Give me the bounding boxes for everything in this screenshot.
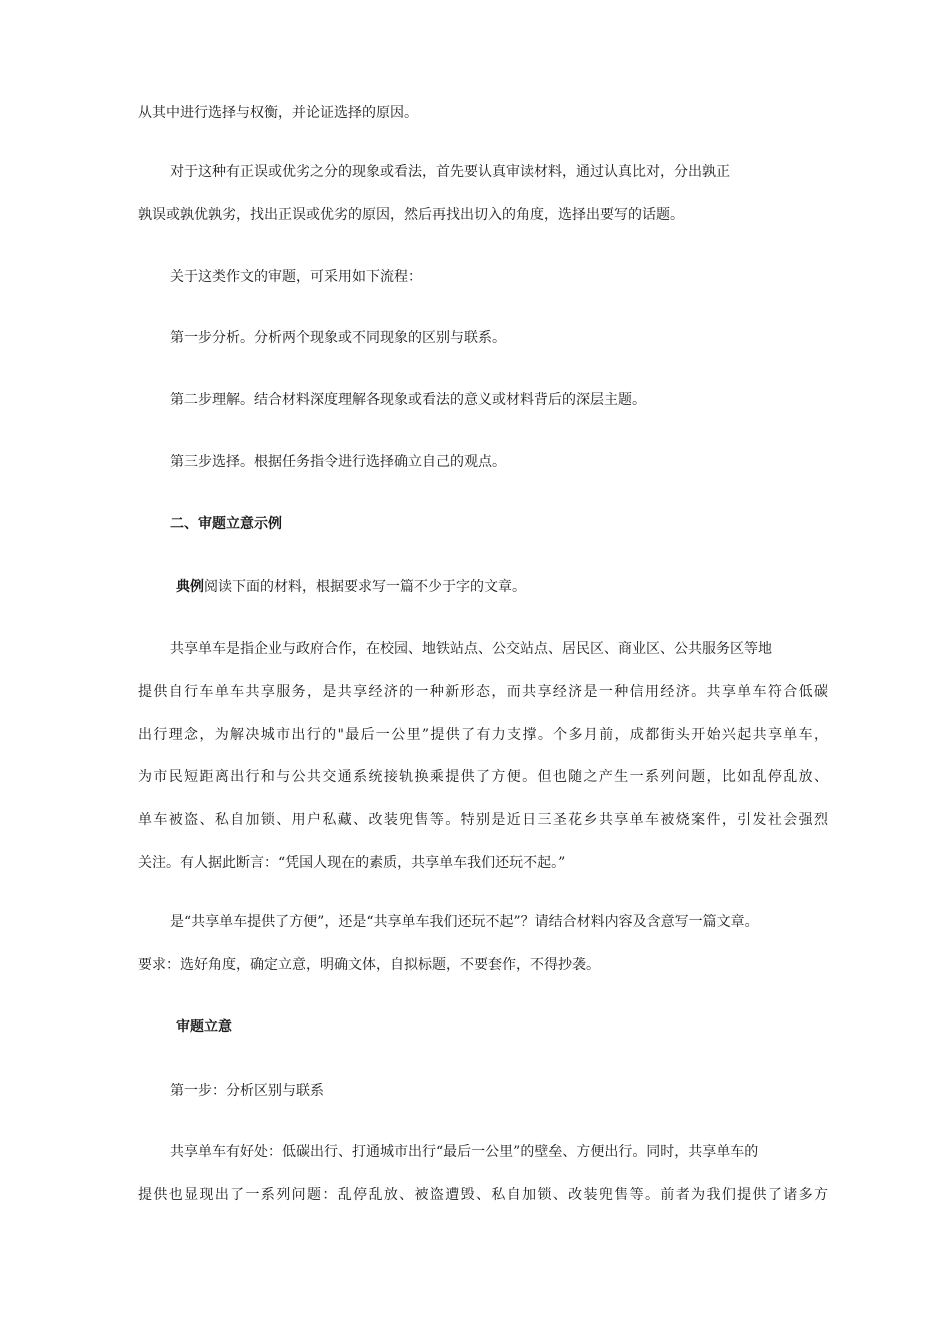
para-text: 孰误或孰优孰劣，找出正误或优劣的原因，然后再找出切入的角度，选择出要写的话题。 (138, 207, 684, 223)
step-two: 第二步理解。结合材料深度理解各现象或看法的意义或材料背后的深层主题。 (170, 392, 646, 408)
analysis-line: 提供也显现出了一系列问题：乱停乱放、被盗遭毁、私自加锁、改装兜售等。前者为我们提供了诸多方 (138, 1187, 828, 1203)
task-requirements: 要求：选好角度，确定立意，明确文体，自拟标题，不要套作，不得抄袭。 (138, 957, 600, 973)
subsection-heading: 审题立意 (176, 1019, 232, 1035)
material-line: 提供自行车单车共享服务，是共享经济的一种新形态，而共享经济是一种信用经济。共享单车符合低碳 (138, 684, 828, 700)
analysis-line: 共享单车有好处：低碳出行、打通城市出行“最后一公里”的壁垒、方便出行。同时，共享单车的 (170, 1144, 759, 1160)
intro-line: 从其中进行选择与权衡，并论证选择的原因。 (138, 105, 418, 121)
material-line: 关注。有人据此断言：“凭国人现在的素质，共享单车我们还玩不起。” (138, 855, 566, 871)
material-line: 出行理念，为解决城市出行的"最后一公里”提供了有力支撑。个多月前，成都街头开始兴起共享单车， (138, 727, 828, 743)
material-line: 共享单车是指企业与政府合作，在校园、地铁站点、公交站点、居民区、商业区、公共服务区等地 (170, 641, 772, 657)
step-three: 第三步选择。根据任务指令进行选择确立自己的观点。 (170, 454, 506, 470)
task-text: 是“共享单车提供了方便”，还是“共享单车我们还玩不起”？请结合材料内容及含意写一篇文章。 (170, 914, 759, 930)
step-one: 第一步分析。分析两个现象或不同现象的区别与联系。 (170, 330, 506, 346)
material-line: 为市民短距离出行和与公共交通系统接轨换乘提供了方便。但也随之产生一系列问题，比如乱停乱放、 (138, 769, 828, 785)
para-text: 对于这种有正误或优劣之分的现象或看法，首先要认真审读材料，通过认真比对，分出孰正 (170, 164, 730, 180)
flow-intro: 关于这类作文的审题，可采用如下流程： (170, 269, 422, 285)
section-heading: 二、审题立意示例 (170, 516, 282, 532)
example-text: 阅读下面的材料，根据要求写一篇不少于字的文章。 (204, 579, 526, 595)
example-prompt (176, 577, 526, 597)
analysis-step-heading: 第一步：分析区别与联系 (170, 1083, 324, 1099)
example-label: 典例 (176, 579, 204, 595)
material-line: 单车被盗、私自加锁、用户私藏、改装兜售等。特别是近日三圣花乡共享单车被烧案件，引发社会强烈 (138, 812, 828, 828)
